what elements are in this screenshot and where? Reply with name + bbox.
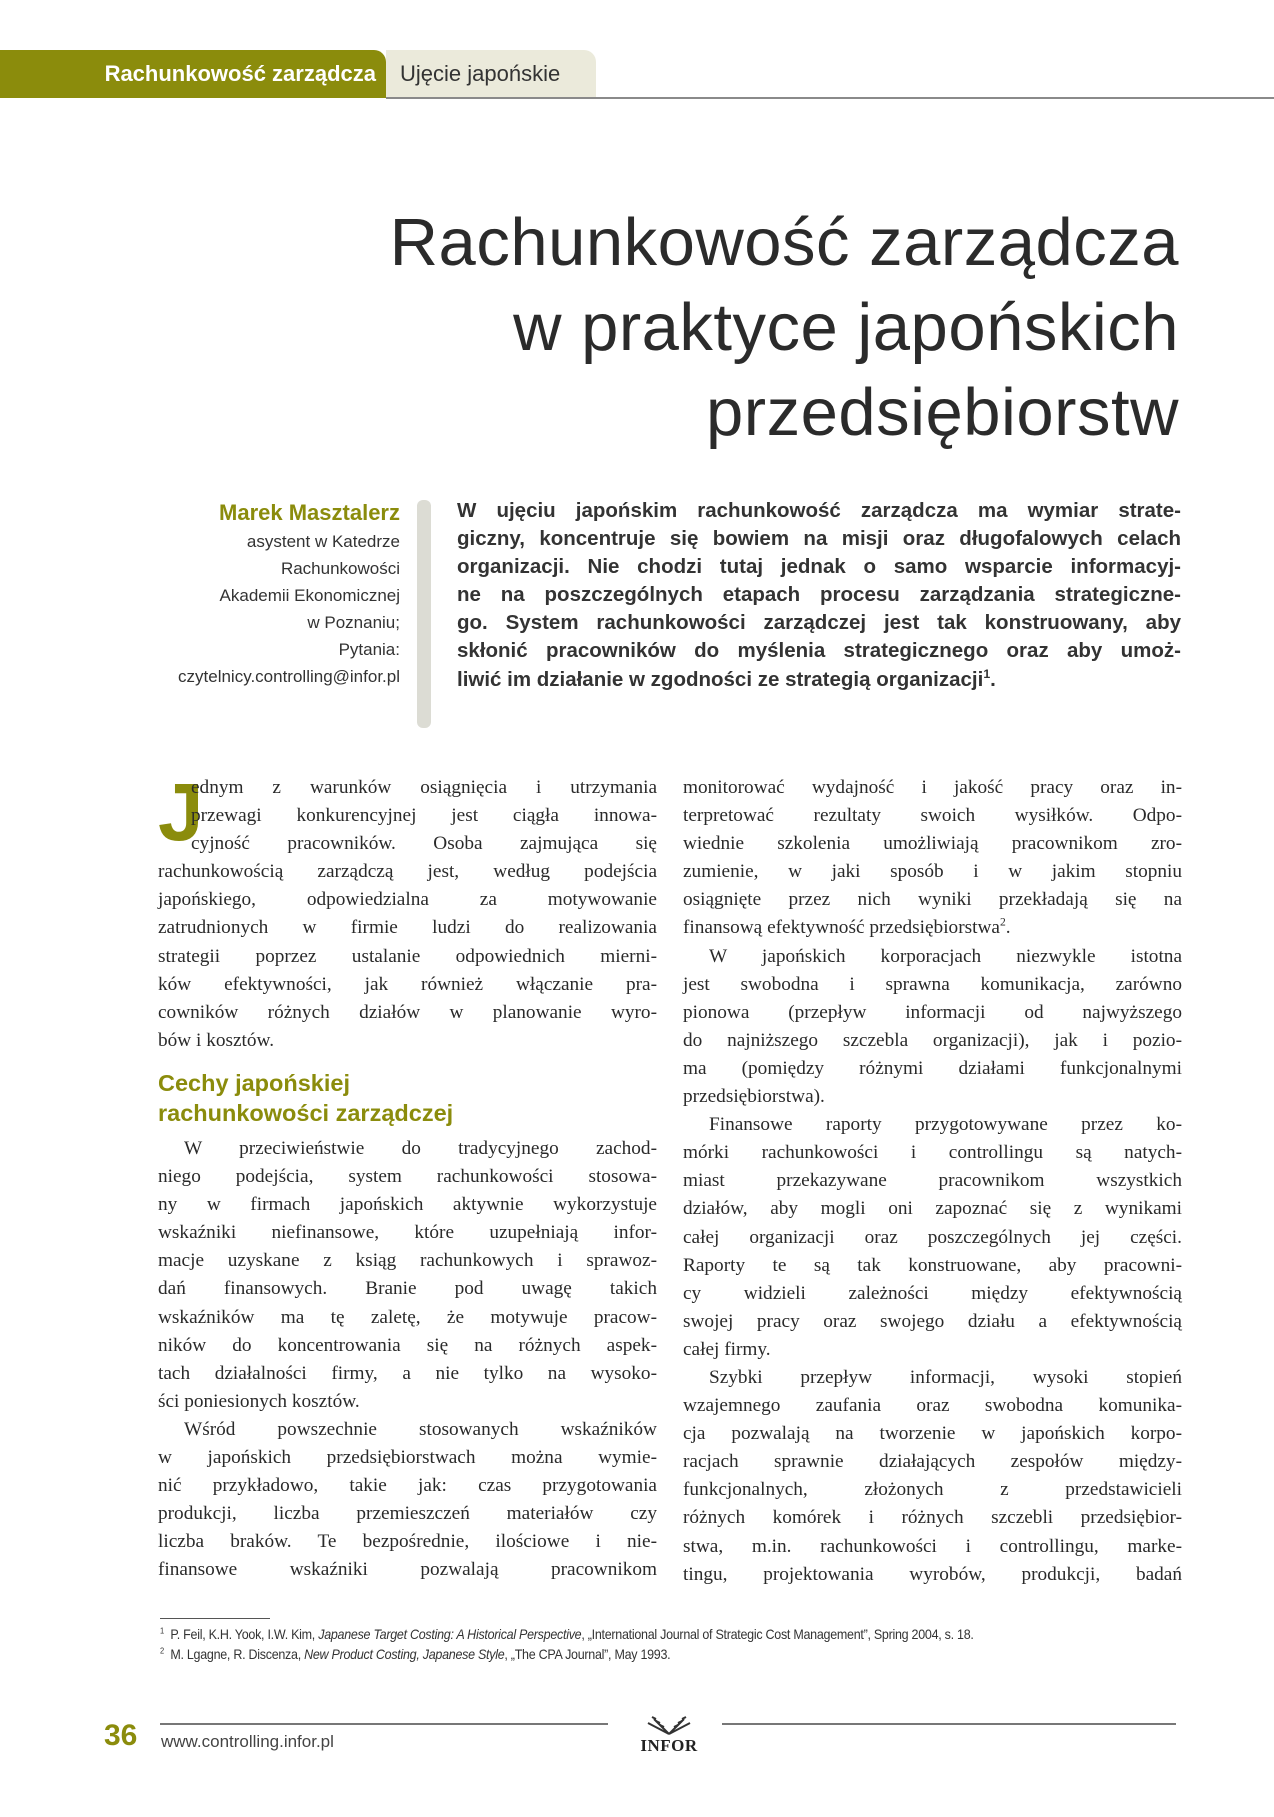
abstract-line: W ujęciu japońskim rachunkowość zarządcza ma wymiar strate- bbox=[457, 499, 1181, 522]
footnote-ref[interactable]: 2 bbox=[999, 916, 1006, 930]
text-line bbox=[158, 1275, 657, 1303]
text-line-content: w japońskich przedsiębiorstwach można wymie- bbox=[158, 1446, 657, 1468]
text-line-content: wzajemnego zaufania oraz swobodna komunika- bbox=[683, 1395, 1182, 1417]
text-line-content: całej organizacji oraz poszczególnych jej części. bbox=[683, 1226, 1182, 1248]
text-line-content: terpretować rezultaty swoich wysiłków. Odpo- bbox=[683, 805, 1182, 827]
footnote-authors: P. Feil, K.H. Yook, I.W. Kim, bbox=[170, 1627, 319, 1642]
text-line bbox=[158, 1388, 657, 1416]
text-line-content: działów, aby mogli oni zapoznać się z wynikami bbox=[683, 1198, 1182, 1220]
paragraph bbox=[683, 1364, 1182, 1589]
text-line-content: ny w firmach japońskich aktywnie wykorzystuje bbox=[158, 1194, 657, 1216]
text-line bbox=[158, 858, 657, 886]
text-line-content: strategii poprzez ustalanie odpowiednich mierni- bbox=[158, 945, 657, 967]
text-line bbox=[683, 999, 1182, 1027]
paragraph bbox=[158, 1416, 657, 1585]
subsection-tab bbox=[386, 50, 596, 98]
text-line-content: japońskiego, odpowiedzialna za motywowanie bbox=[158, 889, 657, 911]
header-rule bbox=[386, 97, 1274, 99]
text-line-content: do najniższego szczebla organizacji), jak i pozio- bbox=[683, 1029, 1182, 1051]
author-email[interactable]: czytelnicy.controlling@infor.pl bbox=[178, 667, 400, 686]
text-line-content: finansowe wskaźniki pozwalają pracownikom bbox=[158, 1559, 657, 1581]
text-line bbox=[683, 1055, 1182, 1083]
title-line: Rachunkowość zarządcza bbox=[389, 205, 1179, 280]
text-line-content: produkcji, liczba przemieszczeń materiałów czy bbox=[158, 1503, 657, 1525]
subsection-label: Ujęcie japońskie bbox=[400, 61, 561, 86]
text-line bbox=[158, 1416, 657, 1444]
text-line bbox=[158, 830, 657, 858]
text-line bbox=[683, 886, 1182, 914]
text-line bbox=[158, 1191, 657, 1219]
abstract-line: skłonić pracowników do myślenia strategicznego oraz aby umoż- bbox=[457, 639, 1181, 663]
paragraph bbox=[158, 767, 657, 1055]
text-line-content: różnych komórek i różnych szczebli przedsiębior- bbox=[683, 1507, 1182, 1529]
text-line-content: liczba braków. Te bezpośrednie, ilościowe i nie- bbox=[158, 1531, 657, 1553]
text-line bbox=[683, 1111, 1182, 1139]
text-line-content: osiągnięte przez nich wyniki przekładają się na bbox=[683, 889, 1182, 911]
author-block bbox=[178, 498, 400, 690]
text-line bbox=[158, 914, 657, 942]
abstract-line: organizacji. Nie chodzi tutaj jednak o samo wsparcie informacyj- bbox=[457, 555, 1181, 579]
footer-rule bbox=[160, 1723, 608, 1725]
title-line: przedsiębiorstw bbox=[706, 375, 1179, 450]
footnote bbox=[160, 1647, 670, 1662]
text-line-content: ednym z warunków osiągnięcia i utrzymania bbox=[191, 777, 657, 798]
text-line bbox=[158, 774, 657, 802]
text-line bbox=[683, 858, 1182, 886]
abstract-bar bbox=[417, 500, 431, 728]
heading-line: Cechy japońskiej bbox=[158, 1069, 350, 1096]
text-line-content: całej firmy. bbox=[683, 1338, 771, 1360]
text-line-content: macje uzyskane z ksiąg rachunkowych i sprawoz- bbox=[158, 1250, 657, 1272]
section-label: Rachunkowość zarządcza bbox=[104, 61, 376, 86]
section-heading bbox=[158, 1068, 657, 1128]
text-line bbox=[158, 1528, 657, 1556]
text-line bbox=[158, 1444, 657, 1472]
heading-line: rachunkowości zarządczej bbox=[158, 1099, 454, 1126]
text-line bbox=[683, 914, 1182, 942]
wheat-icon bbox=[634, 1713, 704, 1735]
text-line bbox=[683, 1476, 1182, 1504]
logo-text: INFOR bbox=[640, 1736, 698, 1755]
text-line-content: racjach sprawnie działających zespołów między- bbox=[683, 1451, 1182, 1473]
text-line-content: wskaźniki niefinansowe, które uzupełniają infor- bbox=[158, 1222, 657, 1244]
text-line bbox=[683, 1027, 1182, 1055]
text-line bbox=[683, 1420, 1182, 1448]
footer-rule bbox=[722, 1723, 1176, 1725]
text-line bbox=[158, 1219, 657, 1247]
text-line bbox=[683, 830, 1182, 858]
text-line-content: tingu, projektowania wyrobów, produkcji, badań bbox=[683, 1563, 1182, 1585]
text-line-content: przedsiębiorstwa). bbox=[683, 1086, 825, 1108]
footnote-title: New Product Costing, Japanese Style bbox=[304, 1647, 505, 1662]
text-line-content: wiednie szkolenia umożliwiają pracownikom zro- bbox=[683, 833, 1182, 855]
footnote-number: 1 bbox=[160, 1626, 164, 1636]
text-line bbox=[683, 1336, 1182, 1364]
text-line bbox=[683, 1504, 1182, 1532]
text-line-content: monitorować wydajność i jakość pracy oraz in- bbox=[683, 777, 1182, 798]
paragraph bbox=[683, 943, 1182, 1112]
footnote bbox=[160, 1627, 974, 1642]
text-line bbox=[158, 999, 657, 1027]
article-title bbox=[390, 200, 1179, 455]
text-line bbox=[158, 1360, 657, 1388]
text-line bbox=[158, 943, 657, 971]
text-line-content: cyjność pracowników. Osoba zajmująca się bbox=[191, 833, 657, 855]
footnote-authors: M. Lgagne, R. Discenza, bbox=[170, 1647, 305, 1662]
text-line-content: Wśród powszechnie stosowanych wskaźników bbox=[184, 1418, 657, 1440]
footnote-number: 2 bbox=[160, 1646, 164, 1656]
author-affiliation: Akademii Ekonomicznej bbox=[219, 586, 400, 605]
abstract-line: liwić im działanie w zgodności ze strategią organizacji bbox=[457, 667, 984, 691]
abstract-line: ne na poszczególnych etapach procesu zarządzania strategiczne- bbox=[457, 583, 1181, 607]
text-line bbox=[683, 1139, 1182, 1167]
text-line-content: niego podejścia, system rachunkowości stosowa- bbox=[158, 1166, 657, 1188]
paragraph bbox=[683, 774, 1182, 943]
drop-cap: J bbox=[158, 767, 204, 858]
text-line bbox=[683, 1308, 1182, 1336]
text-line bbox=[683, 1280, 1182, 1308]
author-affiliation: asystent w Katedrze bbox=[246, 532, 400, 551]
author-affiliation: Rachunkowości bbox=[280, 559, 400, 578]
text-line bbox=[683, 774, 1182, 802]
text-line-content: cowników różnych działów w planowanie wyro- bbox=[158, 1001, 657, 1023]
text-line bbox=[683, 802, 1182, 830]
text-line-content: cy widzieli zależności między efektywnością bbox=[683, 1282, 1182, 1304]
text-line-content: nić przykładowo, takie jak: czas przygotowania bbox=[158, 1475, 657, 1497]
text-line bbox=[683, 1252, 1182, 1280]
text-line-content: ków efektywności, jak również włączanie pra- bbox=[158, 973, 657, 995]
author-affiliation: Pytania: bbox=[338, 640, 400, 659]
left-column bbox=[158, 767, 657, 1584]
text-line-content: stwa, m.in. rachunkowości i controllingu, marke- bbox=[683, 1535, 1182, 1557]
text-line-content: rachunkowością zarządczą jest, według podejścia bbox=[158, 861, 657, 883]
footnote-source: , „International Journal of Strategic Cost Management”, Spring 2004, s. 18. bbox=[581, 1627, 974, 1642]
text-line-content: finansową efektywność przedsiębiorstwa bbox=[683, 917, 1000, 939]
text-line-content: ników do koncentrowania się na różnych aspek- bbox=[158, 1334, 657, 1356]
text-line bbox=[158, 1500, 657, 1528]
text-line bbox=[683, 1533, 1182, 1561]
sentence-end: . bbox=[1005, 917, 1011, 939]
text-line-content: Finansowe raporty przygotowywane przez ko- bbox=[709, 1114, 1182, 1136]
section-tab bbox=[0, 50, 386, 98]
page-number: 36 bbox=[104, 1719, 138, 1752]
text-line-content: wskaźników ma tę zaletę, że motywuje pracow- bbox=[158, 1306, 657, 1328]
author-affiliation: w Poznaniu; bbox=[307, 613, 400, 632]
text-line bbox=[158, 1027, 657, 1055]
abstract-line: giczny, koncentruje się bowiem na misji oraz długofalowych celach bbox=[457, 527, 1181, 551]
text-line-content: jest swobodna i sprawna komunikacja, zarówno bbox=[683, 973, 1182, 995]
text-line bbox=[158, 1332, 657, 1360]
text-line bbox=[683, 1224, 1182, 1252]
text-line-content: swojej pracy oraz swojego działu a efektywnością bbox=[683, 1310, 1182, 1332]
text-line-content: pionowa (przepływ informacji od najwyższego bbox=[683, 1001, 1182, 1023]
text-line-content: funkcjonalnych, złożonych z przedstawicieli bbox=[683, 1479, 1182, 1501]
text-line-content: W przeciwieństwie do tradycyjnego zachod- bbox=[184, 1137, 657, 1159]
text-line bbox=[158, 886, 657, 914]
text-line bbox=[158, 971, 657, 999]
text-line bbox=[683, 1561, 1182, 1589]
text-line-content: mórki rachunkowości i controllingu są natych- bbox=[683, 1142, 1182, 1164]
text-line bbox=[158, 1247, 657, 1275]
text-line-content: dań finansowych. Branie pod uwagę takich bbox=[158, 1278, 657, 1300]
title-line: w praktyce japońskich bbox=[513, 290, 1179, 365]
footnote-ref[interactable]: 1 bbox=[983, 666, 991, 681]
paragraph bbox=[683, 1111, 1182, 1364]
text-line bbox=[683, 971, 1182, 999]
text-line bbox=[158, 1135, 657, 1163]
text-line bbox=[158, 802, 657, 830]
text-line-content: Raporty te są tak konstruowane, aby pracowni- bbox=[683, 1254, 1182, 1276]
abstract-end: . bbox=[990, 667, 996, 691]
text-line-content: Szybki przepływ informacji, wysoki stopień bbox=[709, 1366, 1182, 1388]
text-line-content: tach działalności firmy, a nie tylko na wysoko- bbox=[158, 1362, 657, 1384]
footnote-source: , „The CPA Journal”, May 1993. bbox=[504, 1647, 671, 1662]
text-line-content: przewagi konkurencyjnej jest ciągła innowa- bbox=[191, 805, 657, 827]
abstract-line-last bbox=[457, 665, 1181, 693]
text-line bbox=[683, 943, 1182, 971]
text-line bbox=[683, 1083, 1182, 1111]
text-line bbox=[683, 1167, 1182, 1195]
text-line-content: W japońskich korporacjach niezwykle istotna bbox=[709, 945, 1182, 967]
text-line bbox=[683, 1195, 1182, 1223]
right-column bbox=[683, 774, 1182, 1589]
text-line bbox=[158, 1163, 657, 1191]
text-line bbox=[158, 1472, 657, 1500]
text-line-content: ma (pomiędzy różnymi działami funkcjonalnymi bbox=[683, 1057, 1182, 1079]
footer-url[interactable]: www.controlling.infor.pl bbox=[161, 1732, 334, 1751]
author-name: Marek Masztalerz bbox=[219, 500, 400, 525]
abstract bbox=[457, 496, 1181, 693]
text-line bbox=[683, 1364, 1182, 1392]
footnote-rule bbox=[160, 1618, 270, 1619]
text-line-content: zatrudnionych w firmie ludzi do realizowania bbox=[158, 917, 657, 939]
footnote-title: Japanese Target Costing: A Historical Perspective bbox=[318, 1627, 582, 1642]
text-line bbox=[683, 1392, 1182, 1420]
text-line bbox=[158, 1304, 657, 1332]
text-line-content: cja pozwalają na tworzenie w japońskich korpo- bbox=[683, 1423, 1182, 1445]
infor-logo bbox=[623, 1713, 715, 1756]
text-line-content: miast przekazywane pracownikom wszystkich bbox=[683, 1170, 1182, 1192]
abstract-line: go. System rachunkowości zarządczej jest tak konstruowany, aby bbox=[457, 611, 1181, 635]
text-line bbox=[683, 1448, 1182, 1476]
text-line bbox=[158, 1556, 657, 1584]
text-line-content: zumienie, w jaki sposób i w jakim stopniu bbox=[683, 861, 1182, 883]
text-line-content: bów i kosztów. bbox=[158, 1029, 275, 1051]
paragraph bbox=[158, 1135, 657, 1416]
text-line-content: ści poniesionych kosztów. bbox=[158, 1390, 360, 1412]
